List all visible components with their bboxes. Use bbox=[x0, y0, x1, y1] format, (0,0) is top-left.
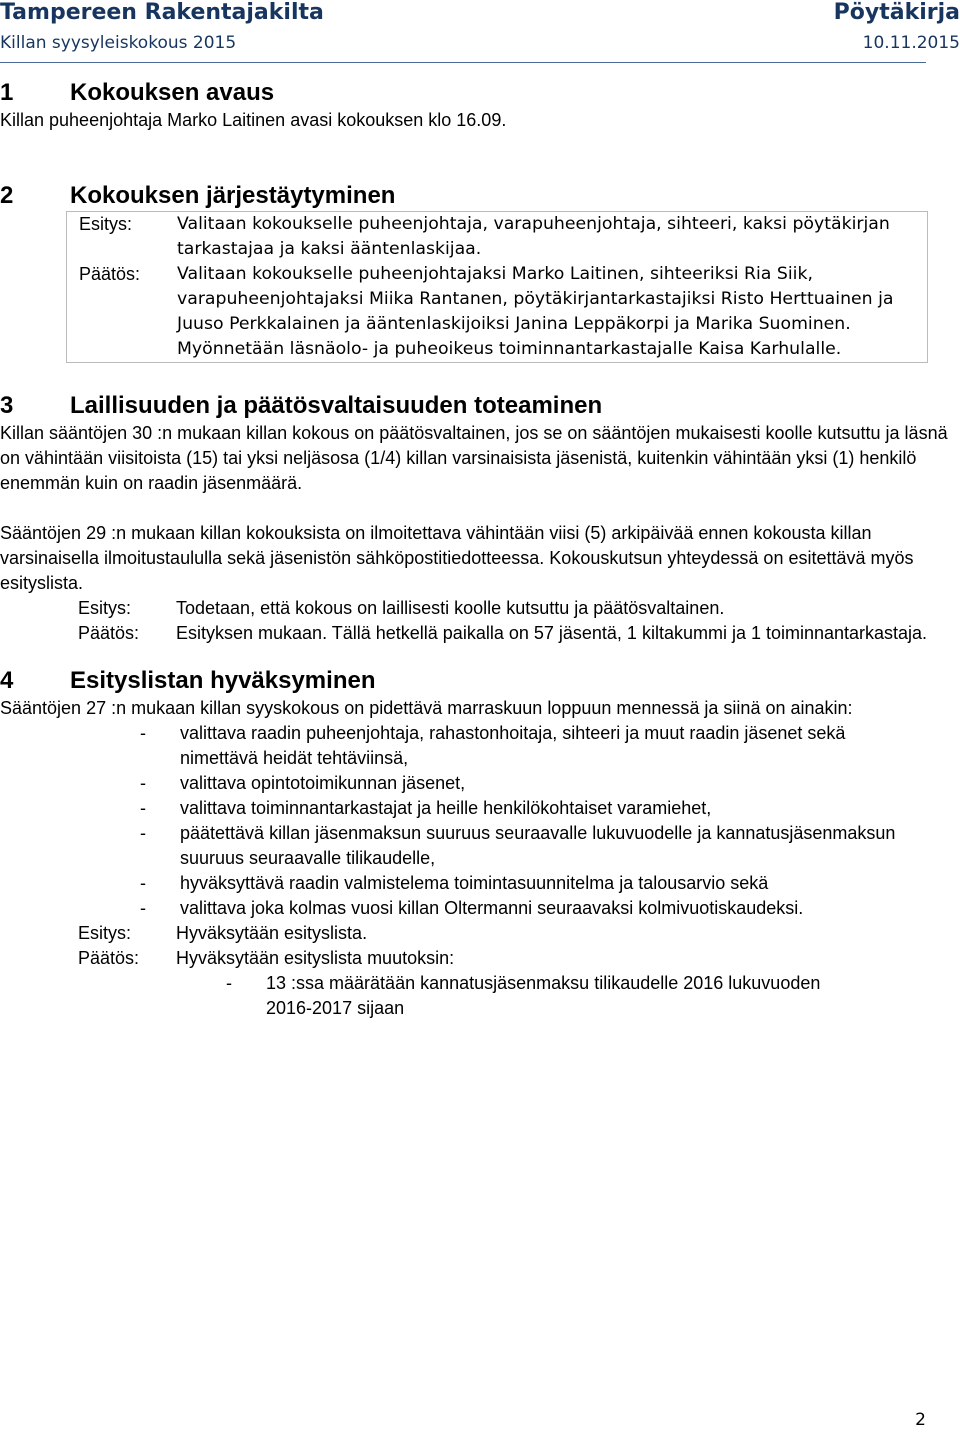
section-number: 4 bbox=[0, 667, 14, 694]
proposal-row bbox=[66, 921, 960, 946]
proposal-text: Valitaan kokoukselle puheenjohtaja, varapuheenjohtaja, sihteeri, kaksi pöytäkirjan tarkastajaa ja kaksi ääntenlaskijaa. bbox=[177, 214, 890, 259]
section-2 bbox=[0, 181, 960, 363]
decision-text: Valitaan kokoukselle puheenjohtajaksi Marko Laitinen, sihteeriksi Ria Siik, varapuheenjohtajaksi Miika Rantanen, pöytäkirjantarkastajiksi Risto Herttuainen ja Juuso Perkkalainen ja ääntenlaskijoiksi Janina Leppäkorpi ja Marika Suominen. Myönnetään läsnäolo- ja puheoikeus toiminnantarkastajalle Kaisa Karhulalle. bbox=[177, 264, 894, 359]
decision-row bbox=[66, 946, 960, 971]
section-title: Esityslistan hyväksyminen bbox=[70, 667, 376, 694]
decision-text: Esityksen mukaan. Tällä hetkellä paikalla on 57 jäsentä, 1 kiltakummi ja 1 toiminnantarkastaja. bbox=[176, 623, 928, 643]
agenda-requirements-list bbox=[140, 721, 960, 921]
section-title: Laillisuuden ja päätösvaltaisuuden toteaminen bbox=[70, 392, 603, 419]
meeting-name: Killan syysyleiskokous 2015 bbox=[0, 33, 237, 53]
section-number: 2 bbox=[0, 182, 14, 209]
proposal-label: Esitys: bbox=[78, 923, 132, 943]
list-item: - hyväksyttävä raadin valmistelema toimintasuunnitelma ja talousarvio sekä bbox=[140, 873, 769, 893]
page-number: 2 bbox=[915, 1410, 926, 1430]
meeting-date: 10.11.2015 bbox=[862, 33, 960, 53]
decision-label: Päätös: bbox=[78, 623, 140, 643]
proposal-row bbox=[66, 596, 960, 621]
list-item: - valittava opintotoimikunnan jäsenet, bbox=[140, 773, 466, 793]
decision-label: Päätös: bbox=[79, 264, 141, 284]
section-1 bbox=[0, 78, 960, 133]
org-name: Tampereen Rakentajakilta bbox=[0, 0, 324, 25]
decision-row bbox=[66, 621, 960, 646]
section-3 bbox=[0, 391, 960, 646]
section-text: Sääntöjen 27 :n mukaan killan syyskokous on pidettävä marraskuun loppuun mennessä ja siinä on ainakin: bbox=[0, 698, 853, 718]
section-heading bbox=[0, 666, 960, 696]
list-item: - valittava toiminnantarkastajat ja heille henkilökohtaiset varamiehet, bbox=[140, 798, 712, 818]
decision-label: Päätös: bbox=[78, 948, 140, 968]
changes-list bbox=[226, 971, 960, 1021]
list-item: - valittava joka kolmas vuosi killan Oltermanni seuraavaksi kolmivuotiskaudeksi. bbox=[140, 898, 804, 918]
document-body bbox=[0, 78, 960, 1021]
section-title: Kokouksen avaus bbox=[70, 79, 275, 106]
proposal-text: Hyväksytään esityslista. bbox=[176, 923, 368, 943]
header-rule bbox=[0, 62, 926, 63]
list-item: - valittava raadin puheenjohtaja, rahastonhoitaja, sihteeri ja muut raadin jäsenet sekä nimettävä heidät tehtäviinsä, bbox=[140, 723, 846, 768]
section-heading bbox=[0, 391, 960, 421]
section-text: Sääntöjen 29 :n mukaan killan kokouksista on ilmoitettava vähintään viisi (5) arkipäivää ennen kokousta killan varsinaisella ilmoitustaululla sekä jäsenistön sähköpostitiedotteessa. Kokouskutsun yhteydessä on esitettävä myös esityslista. bbox=[0, 523, 914, 593]
section-4 bbox=[0, 666, 960, 1021]
section-number: 3 bbox=[0, 392, 14, 419]
page-header bbox=[0, 0, 960, 62]
section-heading bbox=[0, 181, 960, 211]
section-text: Killan puheenjohtaja Marko Laitinen avasi kokouksen klo 16.09. bbox=[0, 110, 507, 130]
decision-row bbox=[67, 262, 927, 362]
proposal-text: Todetaan, että kokous on laillisesti koolle kutsuttu ja päätösvaltainen. bbox=[176, 598, 725, 618]
section-number: 1 bbox=[0, 79, 14, 106]
section-title: Kokouksen järjestäytyminen bbox=[70, 182, 396, 209]
decision-table bbox=[66, 211, 928, 363]
list-item: - päätettävä killan jäsenmaksun suuruus seuraavalle lukuvuodelle ja kannatusjäsenmaksun suuruus seuraavalle tilikaudelle, bbox=[140, 823, 896, 868]
document-type: Pöytäkirja bbox=[833, 0, 960, 25]
proposal-row bbox=[67, 212, 927, 262]
proposal-label: Esitys: bbox=[78, 598, 132, 618]
decision-text: Hyväksytään esityslista muutoksin: bbox=[176, 948, 455, 968]
list-item: - 13 :ssa määrätään kannatusjäsenmaksu tilikaudelle 2016 lukuvuoden 2016-2017 sijaan bbox=[226, 973, 821, 1018]
section-heading bbox=[0, 78, 960, 108]
proposal-label: Esitys: bbox=[79, 214, 133, 234]
section-text: Killan sääntöjen 30 :n mukaan killan kokous on päätösvaltainen, jos se on sääntöjen mukaisesti koolle kutsuttu ja läsnä on vähintään viisitoista (15) tai yksi neljäsosa (1/4) killan varsinaisista jäsenistä, kuitenkin vähintään yksi (1) henkilö enemmän kuin on raadin jäsenmäärä. bbox=[0, 423, 948, 493]
